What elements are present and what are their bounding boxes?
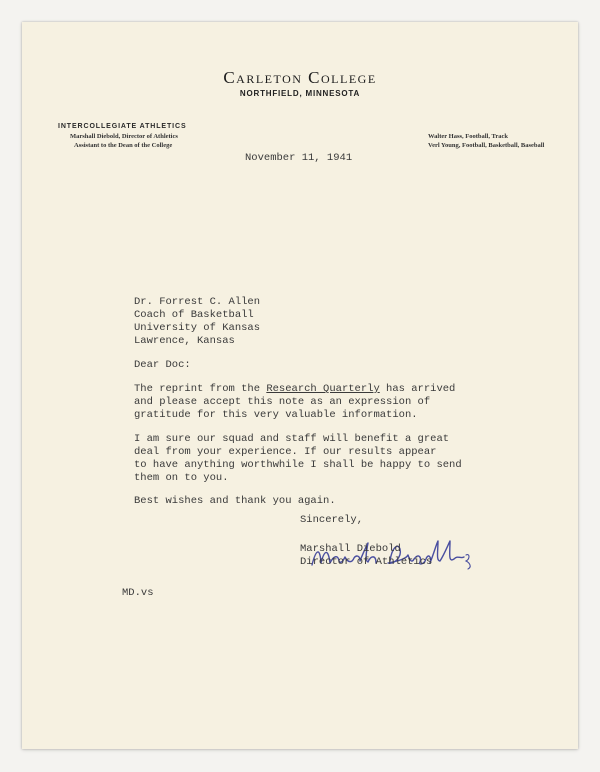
paragraph-text: The reprint from the [134, 383, 267, 395]
staff-left-line: Marshall Diebold, Director of Athletics [70, 133, 178, 140]
paragraph-line: and please accept this note as an expression of [134, 396, 431, 408]
recipient-line: Coach of Basketball [134, 309, 254, 321]
closing-wishes: Best wishes and thank you again. [134, 495, 336, 507]
paragraph-line: them on to you. [134, 472, 229, 484]
salutation: Dear Doc: [134, 359, 191, 371]
paragraph-line [134, 383, 455, 397]
college-name: Carleton College [223, 68, 377, 87]
paragraph-line: deal from your experience. If our results appear [134, 446, 437, 458]
recipient-line: Dr. Forrest C. Allen [134, 296, 261, 308]
recipient-line: Lawrence, Kansas [134, 335, 235, 347]
paragraph-line: I am sure our squad and staff will benefit a great [134, 433, 450, 445]
staff-right-line: Verl Young, Football, Basketball, Baseball [428, 142, 545, 149]
letter-page [22, 22, 578, 749]
staff-right-line: Walter Hass, Football, Track [428, 133, 508, 140]
journal-title: Research Quarterly [266, 383, 380, 395]
letter-date: November 11, 1941 [245, 152, 353, 164]
paragraph-text: has arrived [379, 383, 456, 395]
staff-left-line: Assistant to the Dean of the College [74, 142, 173, 149]
reference-initials: MD.vs [122, 587, 154, 599]
signer-title: Director of Athletics [300, 556, 433, 568]
college-city: NORTHFIELD, MINNESOTA [239, 89, 361, 98]
recipient-line: University of Kansas [134, 322, 261, 334]
paragraph-line: gratitude for this very valuable information. [134, 409, 418, 421]
signer-name: Marshall Diebold [300, 543, 401, 555]
paragraph-line: to have anything worthwhile I shall be happy to send [134, 459, 462, 471]
complimentary-close: Sincerely, [300, 514, 364, 526]
department-title: INTERCOLLEGIATE ATHLETICS [58, 123, 187, 130]
